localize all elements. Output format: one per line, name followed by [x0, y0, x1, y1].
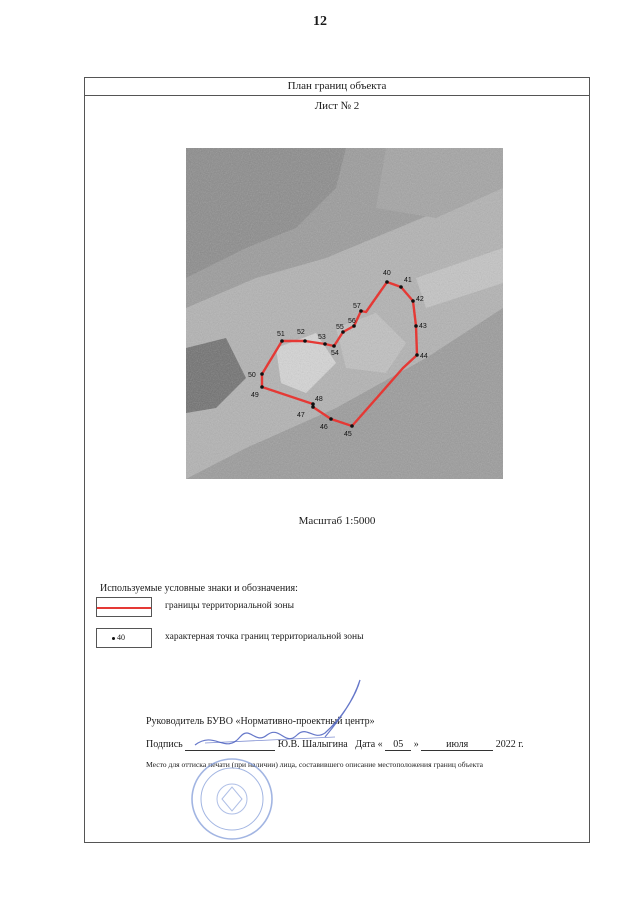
point-label: 56 — [348, 318, 356, 325]
legend-point-sample — [96, 628, 152, 648]
point-label: 46 — [320, 424, 328, 431]
legend-point-label: характерная точка границ территориальной зоны — [165, 632, 364, 642]
sign-label: Подпись — [146, 739, 183, 750]
date-year: 2022 г. — [495, 739, 524, 750]
head-text: Руководитель БУВО «Нормативно-проектный центр» — [146, 716, 375, 727]
red-line-symbol — [97, 607, 151, 609]
point-label: 48 — [315, 396, 323, 403]
point-label: 40 — [383, 270, 391, 277]
point-label: 54 — [331, 350, 339, 357]
date-quote: » — [413, 739, 419, 750]
point-label: 52 — [297, 329, 305, 336]
map-scale: Масштаб 1:5000 — [298, 515, 376, 527]
point-label: 41 — [404, 277, 412, 284]
sheet-number: Лист № 2 — [314, 100, 360, 112]
date-label: Дата « — [355, 739, 383, 750]
point-label: 50 — [248, 372, 256, 379]
aerial-map — [186, 148, 503, 479]
frame-title: План границ объекта — [85, 78, 589, 96]
legend-point-number: 40 — [117, 633, 125, 642]
date-day: 05 — [385, 739, 411, 751]
legend-boundary-label: границы территориальной зоны — [165, 601, 295, 611]
signer-name: Ю.В. Шалыгина — [277, 739, 348, 750]
point-label: 57 — [353, 303, 361, 310]
official-seal-stamp — [177, 743, 299, 841]
legend-title: Используемые условные знаки и обозначения: — [100, 583, 298, 594]
legend-boundary-sample — [96, 597, 152, 617]
point-label: 45 — [344, 431, 352, 438]
document-frame — [84, 77, 590, 843]
handwritten-signature — [185, 675, 375, 755]
point-label: 49 — [251, 392, 259, 399]
point-label: 51 — [277, 331, 285, 338]
point-label: 53 — [318, 334, 326, 341]
point-symbol — [112, 637, 115, 640]
page-number: 12 — [313, 14, 327, 29]
point-label: 55 — [336, 324, 344, 331]
point-label: 42 — [416, 296, 424, 303]
date-month: июля — [421, 739, 493, 751]
stamp-place-note: Место для оттиска печати (при наличии) лица, составившего описание местоположения границ объекта — [146, 760, 484, 769]
point-label: 43 — [419, 323, 427, 330]
point-label: 44 — [420, 353, 428, 360]
point-label: 47 — [297, 412, 305, 419]
